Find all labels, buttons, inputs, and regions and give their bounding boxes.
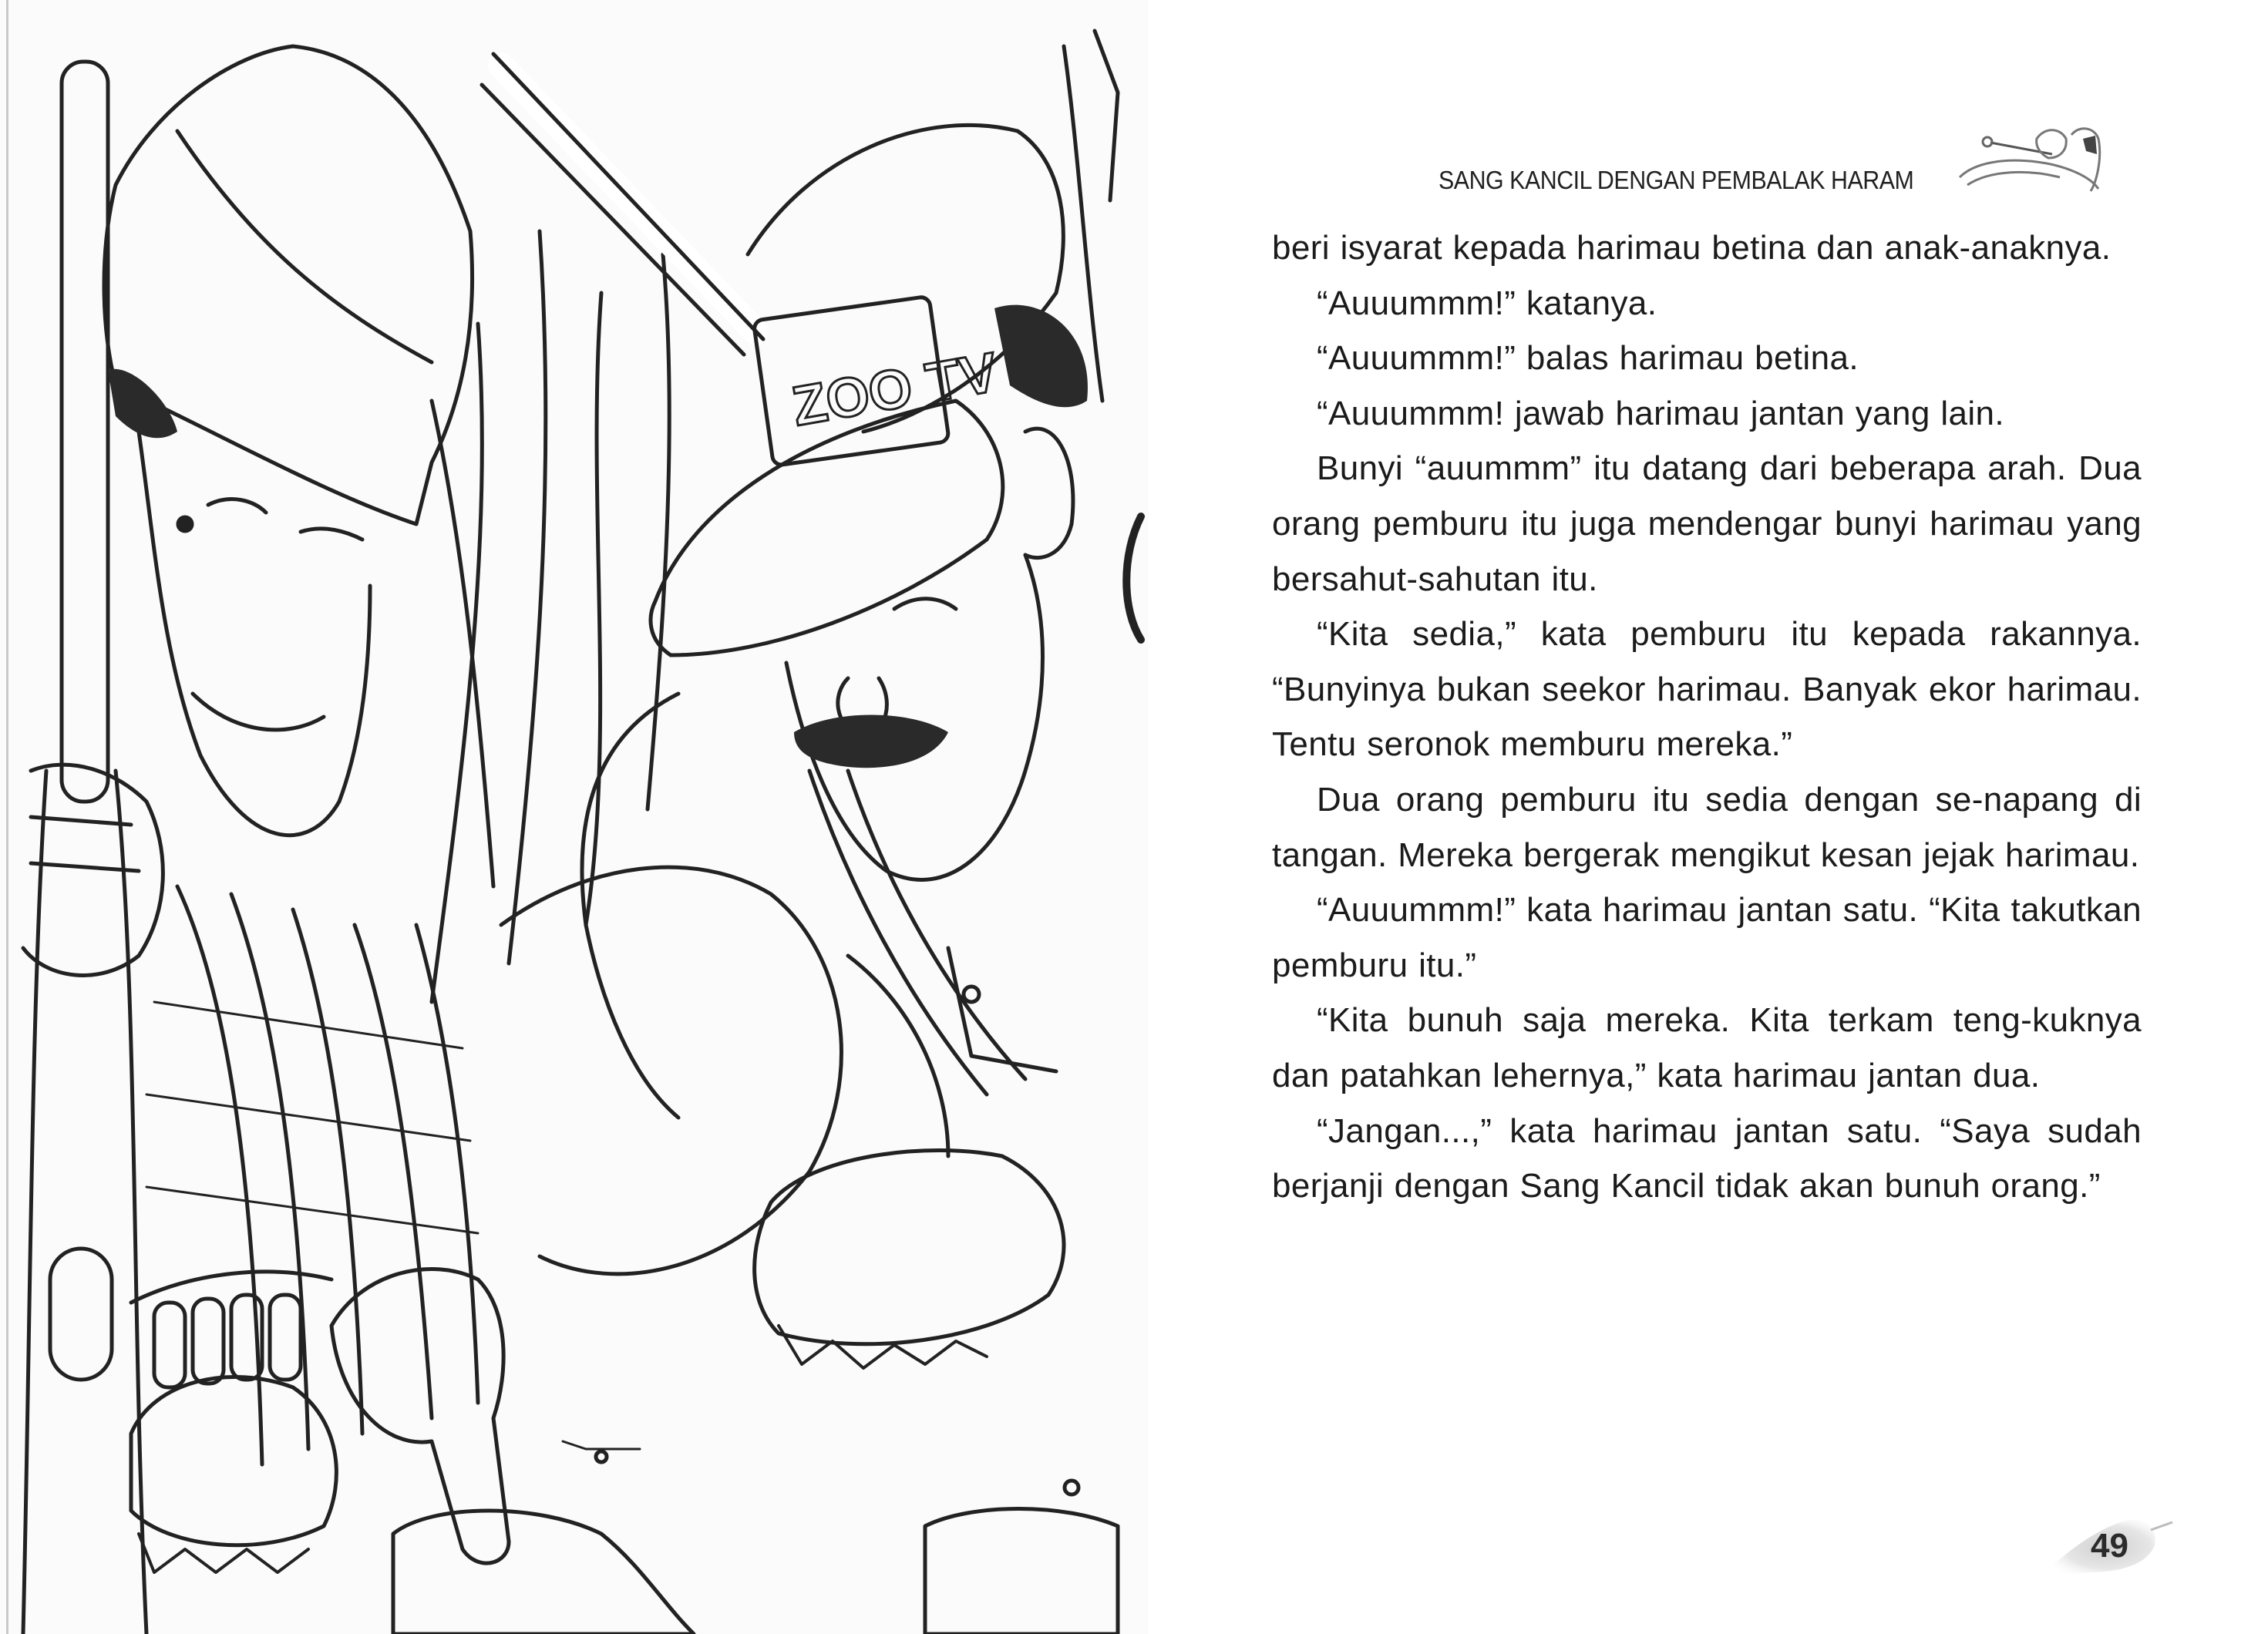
paragraph: “Auuummm!” katanya.: [1317, 284, 1657, 322]
paragraph: “Auuummm!” kata harimau jantan satu. “Kita takutkan pemburu itu.”: [1272, 891, 2142, 984]
paragraph: “Kita sedia,” kata pemburu itu kepada rakannya. “Bunyinya bukan seekor harimau. Banyak ekor harimau. Tentu seronok memburu mereka.”: [1272, 615, 2142, 764]
page-number: [2020, 1491, 2174, 1592]
running-header: [1439, 116, 2106, 193]
page-number-text: 49: [2091, 1527, 2128, 1565]
paragraph: “Auuummm! jawab harimau jantan yang lain.: [1317, 394, 2005, 432]
paragraph: beri isyarat kepada harimau betina dan anak-anaknya.: [1272, 229, 2112, 267]
paragraph: Bunyi “auummm” itu datang dari beberapa arah. Dua orang pemburu itu juga mendengar bunyi harimau yang bersahut-sahutan itu.: [1272, 449, 2142, 598]
paragraph: “Auuummm!” balas harimau betina.: [1317, 339, 1859, 378]
paragraph: “Kita bunuh saja mereka. Kita terkam teng-kuknya dan patahkan lehernya,” kata harimau jantan dua.: [1272, 1001, 2142, 1094]
paragraph: “Jangan...,” kata harimau jantan satu. “Saya sudah berjanji dengan Sang Kancil tidak akan bunuh orang.”: [1272, 1111, 2142, 1205]
story-body: [1272, 220, 2142, 1214]
hunters-vignette-icon: [1944, 116, 2106, 193]
running-header-title: SANG KANCIL DENGAN PEMBALAK HARAM: [1439, 166, 1914, 194]
page-edge-line: [6, 0, 8, 1634]
paragraph: Dua orang pemburu itu sedia dengan se-napang di tangan. Mereka bergerak mengikut kesan jejak harimau.: [1272, 780, 2142, 874]
svg-text:ZOO TV: ZOO TV: [787, 341, 1002, 439]
